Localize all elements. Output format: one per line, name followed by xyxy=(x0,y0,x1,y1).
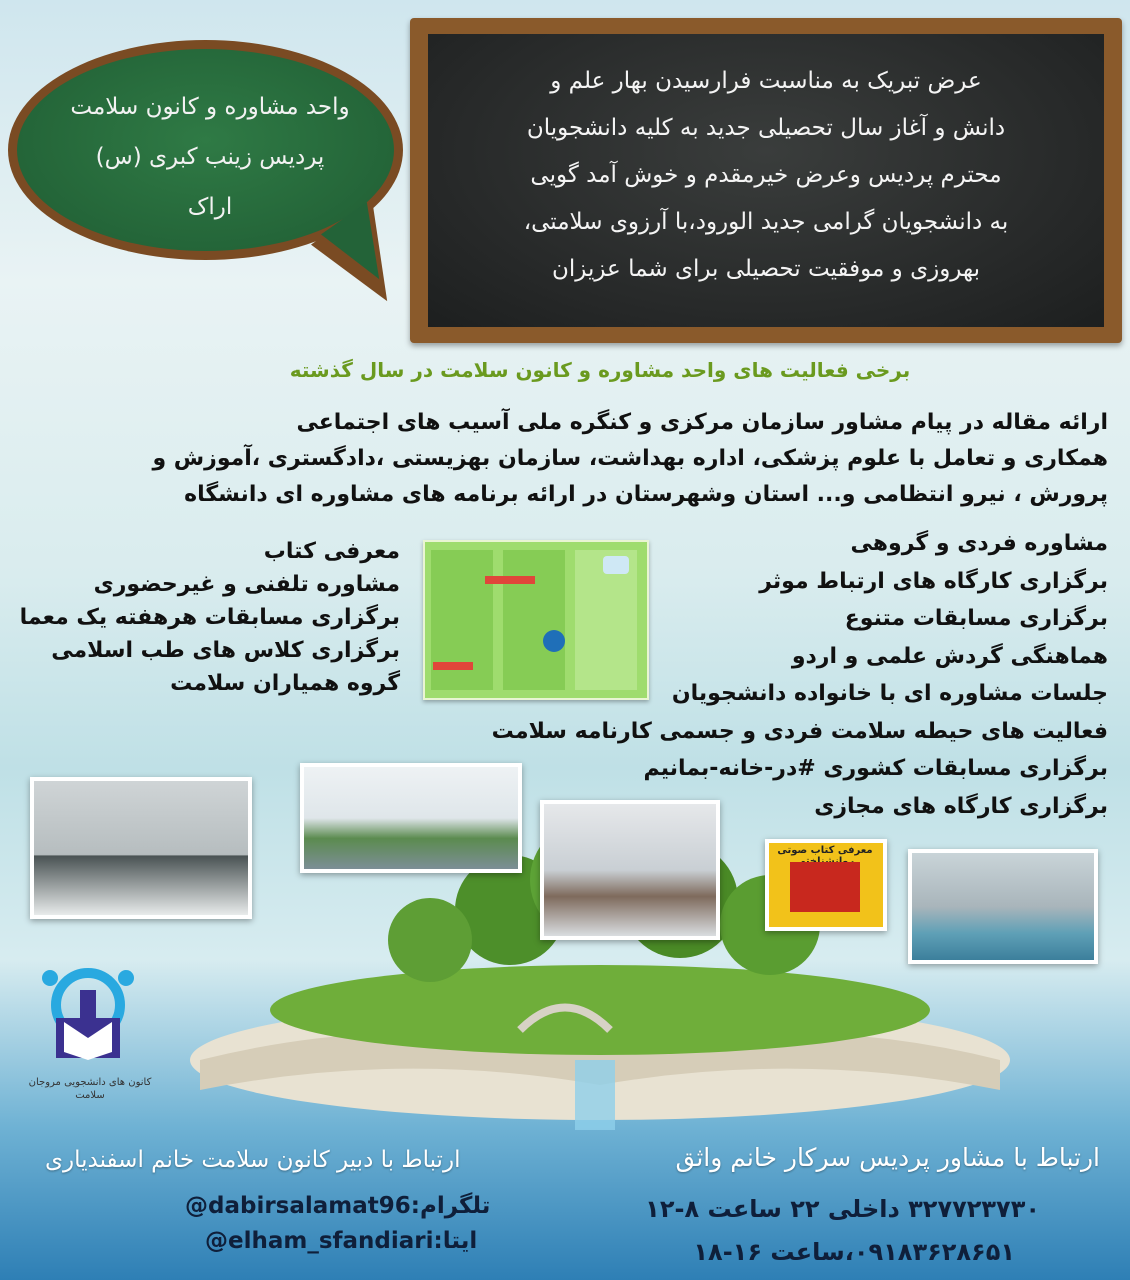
greeting-line: بهروزی و موفقیت تحصیلی برای شما عزیزان xyxy=(551,256,980,282)
unit-name-line: اراک xyxy=(187,194,233,220)
greeting-text xyxy=(450,58,1082,293)
mask-icon xyxy=(603,556,629,574)
list-item: مشاوره فردی و گروهی xyxy=(850,531,1108,556)
list-item: جلسات مشاوره ای با خانواده دانشجویان xyxy=(671,681,1108,706)
unit-name-line: پردیس زینب کبری (س) xyxy=(95,144,325,170)
list-item: برگزاری کارگاه های ارتباط موثر xyxy=(759,568,1108,594)
telegram-id[interactable]: @dabirsalamat96:تلگرام xyxy=(185,1193,491,1219)
list-item: برگزاری مسابقات کشوری #در-خانه-بمانیم xyxy=(643,756,1108,781)
list-item: گروه همیاران سلامت xyxy=(170,671,400,696)
list-item: برگزاری کارگاه های مجازی xyxy=(814,793,1108,819)
intro-line: پرورش ، نیرو انتظامی و... استان وشهرستان در ارائه برنامه های مشاوره ای دانشگاه xyxy=(184,482,1108,507)
eitaa-id[interactable]: @elham_sfandiari:ایتا xyxy=(205,1228,478,1254)
secretary-contact-label: ارتباط با دبیر کانون سلامت خانم اسفندیاری xyxy=(45,1147,461,1173)
audio-book-ad-label: معرفی کتاب صوتی xyxy=(777,845,873,856)
activities-title: برخی فعالیت های واحد مشاوره و کانون سلامت در سال گذشته xyxy=(289,358,911,382)
greeting-line: عرض تبریک به مناسبت فرارسیدن بهار علم و xyxy=(550,68,982,94)
tree xyxy=(388,898,472,982)
brochure-panel xyxy=(503,550,565,690)
logo-caption: کانون های دانشجویی مروجان سلامت xyxy=(28,1077,152,1101)
greeting-line: به دانشجویان گرامی جدید الورود،با آرزوی سلامتی، xyxy=(523,209,1009,235)
brochure-banner xyxy=(485,576,535,584)
list-item: فعالیت های حیطه سلامت فردی و جسمی کارنامه سلامت xyxy=(491,718,1108,744)
counselor-contact-label: ارتباط با مشاور پردیس سرکار خانم واثق xyxy=(675,1143,1100,1172)
list-item: معرفی کتاب xyxy=(263,539,400,564)
activities-intro xyxy=(28,405,1108,513)
book-cover xyxy=(790,862,860,912)
list-item: برگزاری مسابقات متنوع xyxy=(844,606,1108,631)
brochure-image xyxy=(423,540,649,700)
counseling-session-photo xyxy=(30,777,252,919)
intro-line: همکاری و تعامل با علوم پزشکی، اداره بهداشت، سازمان بهزیستی ،دادگستری ،آموزش و xyxy=(152,446,1108,471)
activities-list-left xyxy=(20,535,400,700)
intro-line: ارائه مقاله در پیام مشاور سازمان مرکزی و کنگره ملی آسیب های اجتماعی xyxy=(296,410,1108,435)
campus-tour-photo xyxy=(300,763,522,873)
list-item: مشاوره تلفنی و غیرحضوری xyxy=(93,572,400,597)
meeting-photo xyxy=(540,800,720,940)
list-item: هماهنگی گردش علمی و اردو xyxy=(791,643,1108,669)
list-item: برگزاری کلاس های طب اسلامی xyxy=(51,638,400,663)
grass-field xyxy=(270,965,930,1055)
unit-name xyxy=(40,82,380,232)
greeting-line: محترم پردیس وعرض خیرمقدم و خوش آمد گویی xyxy=(530,162,1002,188)
counselor-mobile: ۰۹۱۸۳۶۲۸۶۵۱،ساعت ۱۶-۱۸ xyxy=(693,1238,1015,1266)
counselor-phone: ۳۲۷۷۲۳۷۳۰ داخلی ۲۲ ساعت ۸-۱۲ xyxy=(645,1195,1040,1223)
waterfall xyxy=(575,1060,615,1130)
brochure-banner xyxy=(433,662,473,670)
unit-name-line: واحد مشاوره و کانون سلامت xyxy=(70,94,350,120)
distance-sign-icon xyxy=(543,630,565,652)
workshop-photo xyxy=(908,849,1098,964)
greeting-line: دانش و آغاز سال تحصیلی جدید به کلیه دانشجویان xyxy=(526,115,1006,141)
list-item: برگزاری مسابقات هرهفته یک معما xyxy=(19,605,400,630)
health-center-logo-icon xyxy=(28,960,148,1070)
